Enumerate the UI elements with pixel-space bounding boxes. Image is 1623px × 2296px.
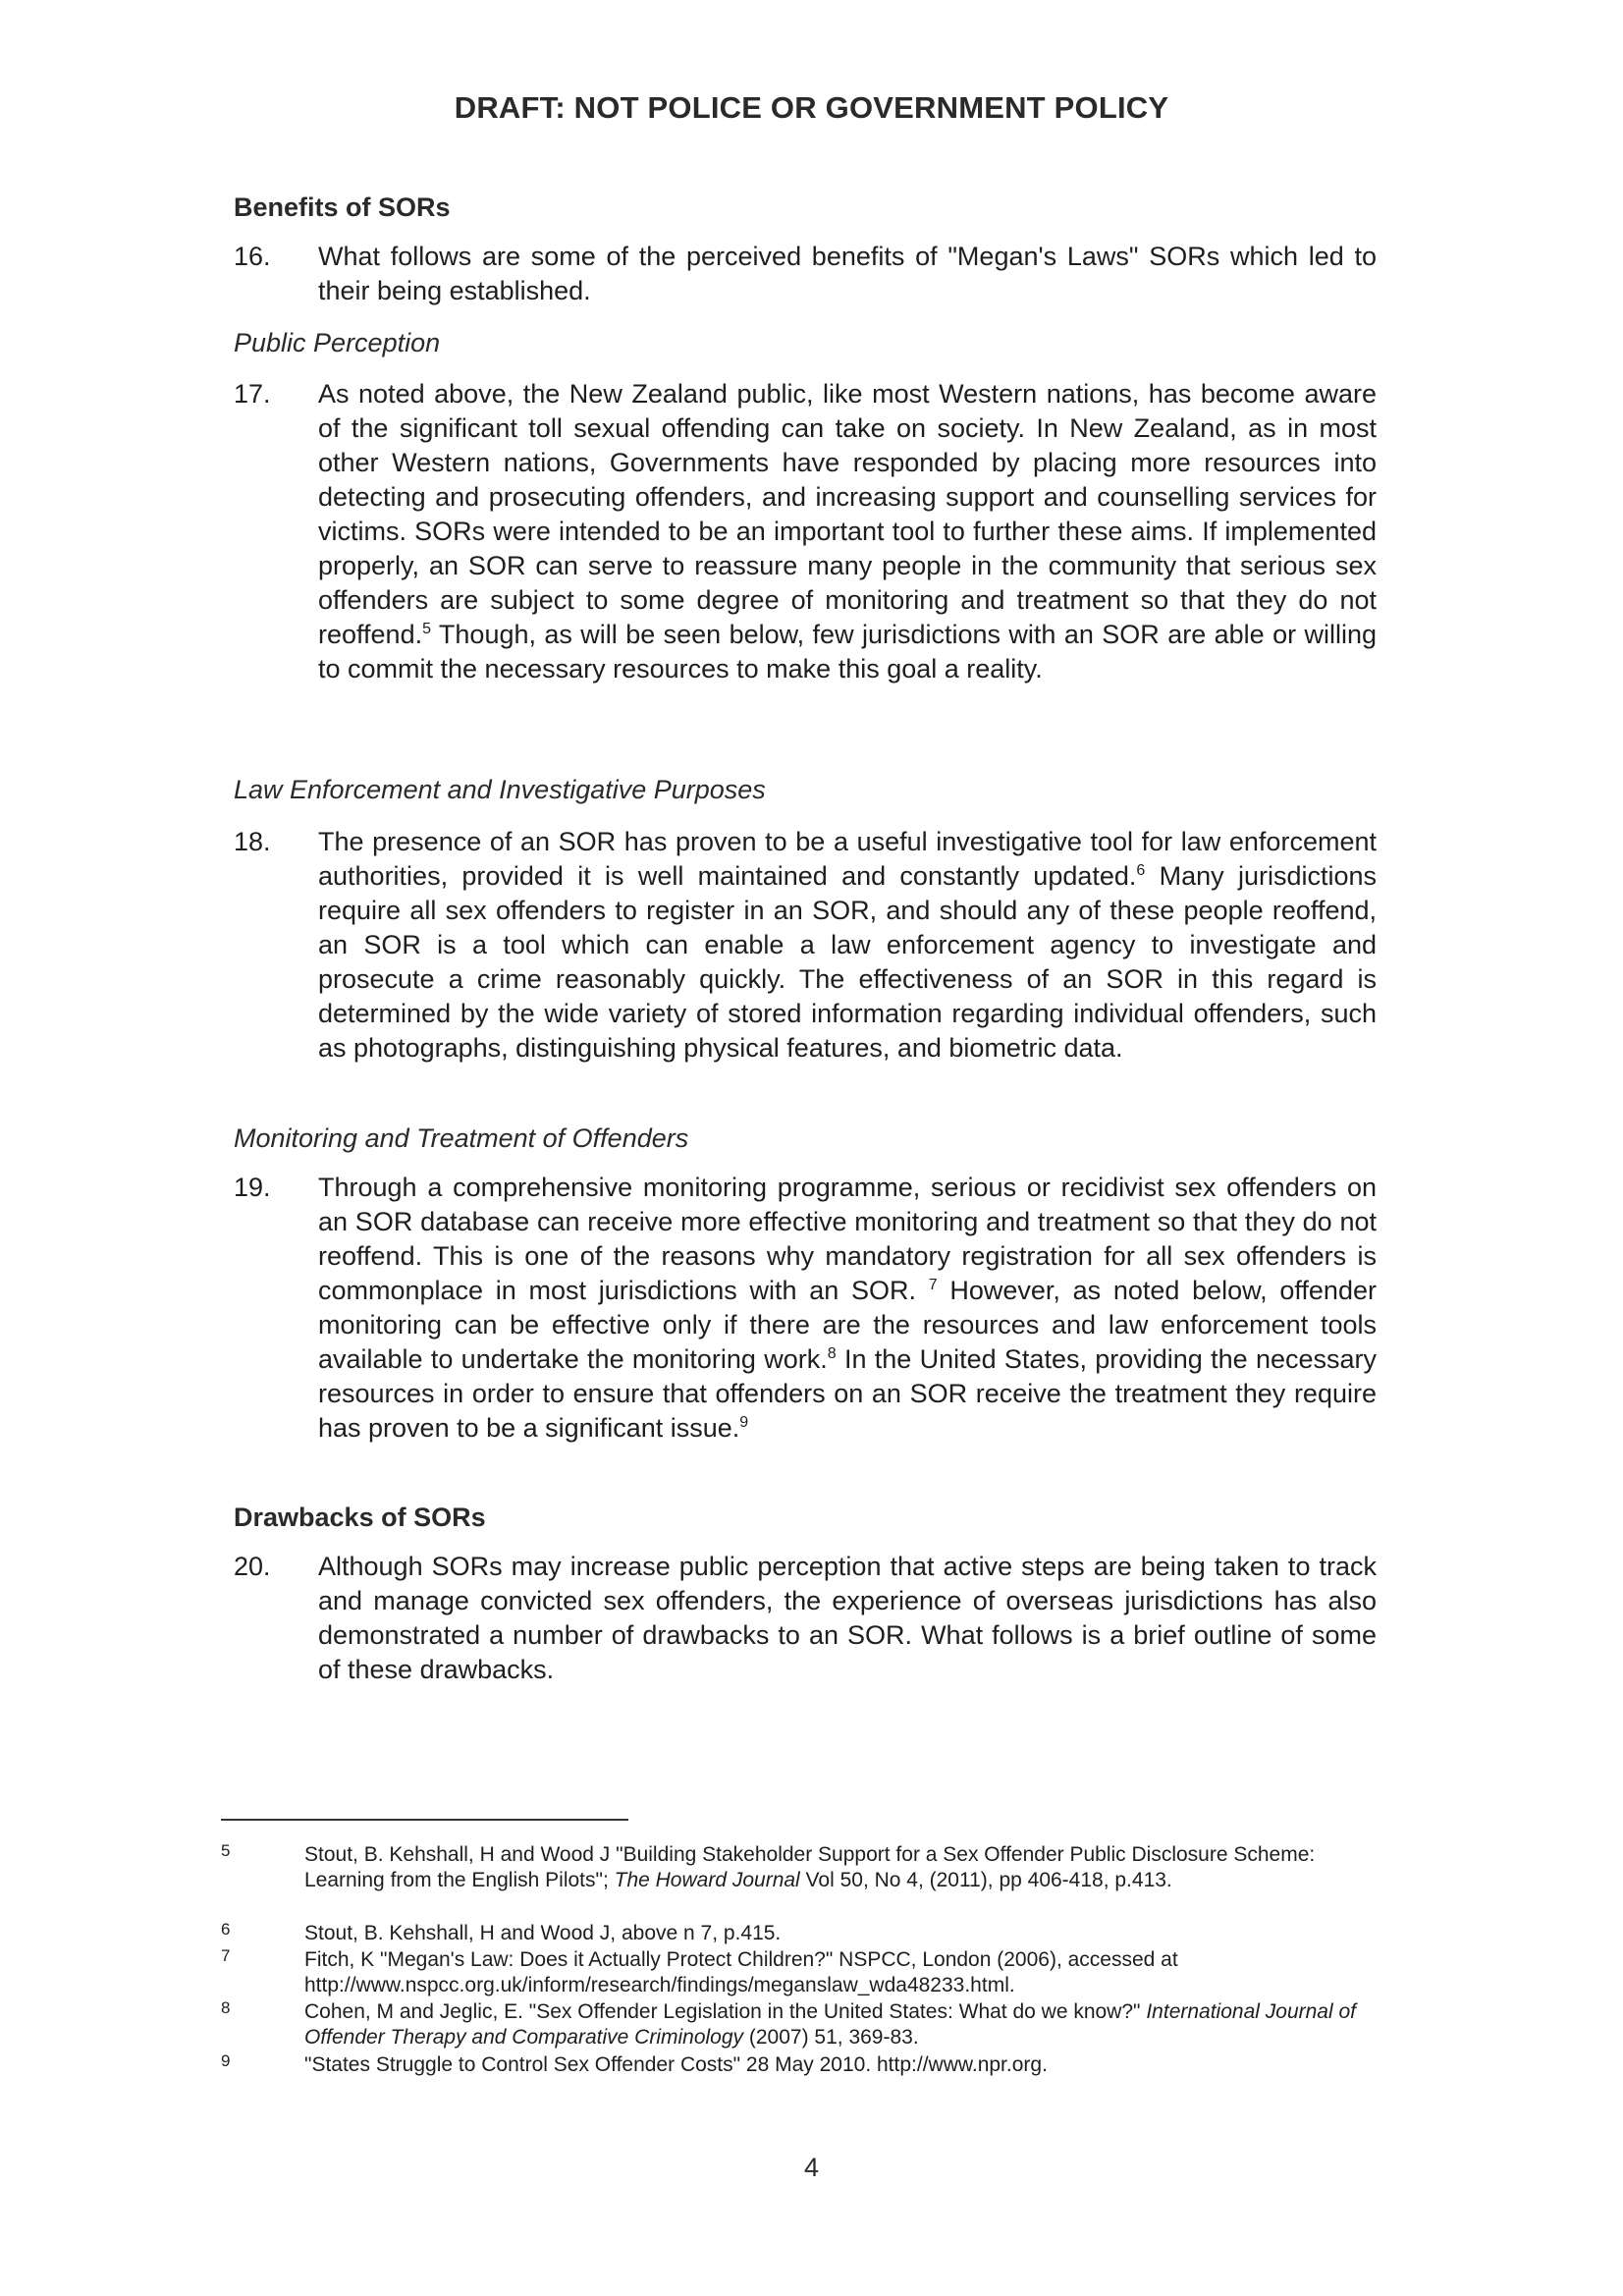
- paragraph-number: 17.: [234, 379, 271, 409]
- paragraph-text-part: Many jurisdictions require all sex offenders to register in an SOR, and should any of these people reoffend, an SOR is a tool which can enable a law enforcement agency to investigate and prosecute a crime reasonably quickly. The effectiveness of an SOR in this regard is determined by the wide variety of stored information regarding individual offenders, such as photographs, distinguishing physical features, and biometric data.: [318, 861, 1377, 1063]
- paragraph-text-part: Through a comprehensive monitoring programme, serious or recidivist sex offenders on an SOR database can receive more effective monitoring and treatment so that they do not reoffend. This is one of the reasons why mandatory registration for all sex offenders is commonplace in most jurisdictions with an SOR.: [318, 1173, 1377, 1305]
- paragraph-text: [318, 1171, 1377, 1446]
- footnote-number: 8: [221, 1998, 231, 2017]
- paragraph-16: [234, 240, 1377, 308]
- footnote-number: 9: [221, 2051, 231, 2070]
- footnote-text-part: Stout, B. Kehshall, H and Wood J "Building Stakeholder Support for a Sex Offender Public Disclosure Scheme: Learning from the English Pilots";: [304, 1843, 1316, 1891]
- paragraph-18: [234, 825, 1377, 1066]
- footnote-separator: [221, 1819, 628, 1821]
- paragraph-number: 18.: [234, 827, 271, 856]
- footnote-7: [221, 1947, 1399, 1998]
- footnote-text: Stout, B. Kehshall, H and Wood J, above n 7, p.415.: [304, 1922, 782, 1944]
- subheading-law-enforcement: Law Enforcement and Investigative Purposes: [234, 775, 766, 804]
- paragraph-text-part: However, as noted below, offender monitoring can be effective only if there are the resources and law enforcement tools available to undertake the monitoring work.: [318, 1276, 1377, 1374]
- paragraph-text: [318, 377, 1377, 686]
- footnote-ref[interactable]: 8: [827, 1345, 837, 1362]
- page-title: DRAFT: NOT POLICE OR GOVERNMENT POLICY: [454, 90, 1169, 125]
- paragraph-text: [318, 825, 1377, 1066]
- subheading-monitoring: Monitoring and Treatment of Offenders: [234, 1123, 689, 1153]
- footnote-number: 6: [221, 1920, 231, 1939]
- footnote-6: [221, 1921, 1399, 1946]
- footnote-number: 7: [221, 1946, 231, 1965]
- footnote-text: [304, 1842, 1399, 1893]
- paragraph-text-part: In the United States, providing the necessary resources in order to ensure that offenders on an SOR receive the treatment they require has proven to be a significant issue.: [318, 1344, 1378, 1443]
- paragraph-number: 20.: [234, 1552, 271, 1581]
- paragraph-19: [234, 1171, 1377, 1446]
- footnote-number: 5: [221, 1841, 231, 1860]
- paragraph-20: [234, 1550, 1377, 1687]
- paragraph-number: 19.: [234, 1173, 271, 1202]
- paragraph-text-part: The presence of an SOR has proven to be a useful investigative tool for law enforcement authorities, provided it is well maintained and constantly updated.: [318, 827, 1377, 891]
- section-heading-drawbacks: Drawbacks of SORs: [234, 1503, 486, 1532]
- paragraph-text-part: Though, as will be seen below, few jurisdictions with an SOR are able or willing to commit the necessary resources to make this goal a reality.: [318, 620, 1377, 683]
- subheading-public-perception: Public Perception: [234, 328, 441, 357]
- section-heading-benefits: Benefits of SORs: [234, 192, 451, 222]
- footnote-ref[interactable]: 9: [739, 1414, 749, 1431]
- footnote-ref[interactable]: 7: [928, 1277, 938, 1293]
- footnote-journal-title: The Howard Journal: [614, 1869, 800, 1891]
- paragraph-text: What follows are some of the perceived benefits of "Megan's Laws" SORs which led to their being established.: [318, 242, 1377, 305]
- footnote-text-part: (2007) 51, 369-83.: [743, 2026, 919, 2049]
- paragraph-17: [234, 377, 1377, 686]
- footnote-text: "States Struggle to Control Sex Offender Costs" 28 May 2010. http://www.npr.org.: [304, 2053, 1048, 2076]
- paragraph-text-part: As noted above, the New Zealand public, like most Western nations, has become aware of the significant toll sexual offending can take on society. In New Zealand, as in most other Western nations, Governments have responded by placing more resources into detecting and prosecuting offenders, and increasing support and counselling services for victims. SORs were intended to be an important tool to further these aims. If implemented properly, an SOR can serve to reassure many people in the community that serious sex offenders are subject to some degree of monitoring and treatment so that they do not reoffend.: [318, 379, 1377, 649]
- footnote-text: Fitch, K "Megan's Law: Does it Actually Protect Children?" NSPCC, London (2006), accessed at http://www.nspcc.org.uk/inform/research/findings/meganslaw_wda48233.html.: [304, 1948, 1178, 1996]
- footnote-text-part: Vol 50, No 4, (2011), pp 406-418, p.413.: [799, 1869, 1172, 1891]
- footnote-journal-title: International Journal of Offender Therapy and Comparative Criminology: [304, 2000, 1356, 2049]
- footnote-5: [221, 1842, 1399, 1893]
- page-number: 4: [803, 2153, 820, 2182]
- paragraph-text: Although SORs may increase public perception that active steps are being taken to track and manage convicted sex offenders, the experience of overseas jurisdictions has also demonstrated a number of drawbacks to an SOR. What follows is a brief outline of some of these drawbacks.: [318, 1552, 1377, 1684]
- footnote-text-part: Cohen, M and Jeglic, E. "Sex Offender Legislation in the United States: What do we know?": [304, 2000, 1147, 2023]
- paragraph-number: 16.: [234, 242, 271, 271]
- footnote-ref[interactable]: 6: [1136, 862, 1146, 879]
- footnote-ref[interactable]: 5: [422, 621, 431, 637]
- footnote-8: [221, 1999, 1399, 2050]
- footnote-text: [304, 1999, 1399, 2050]
- footnote-9: [221, 2052, 1399, 2078]
